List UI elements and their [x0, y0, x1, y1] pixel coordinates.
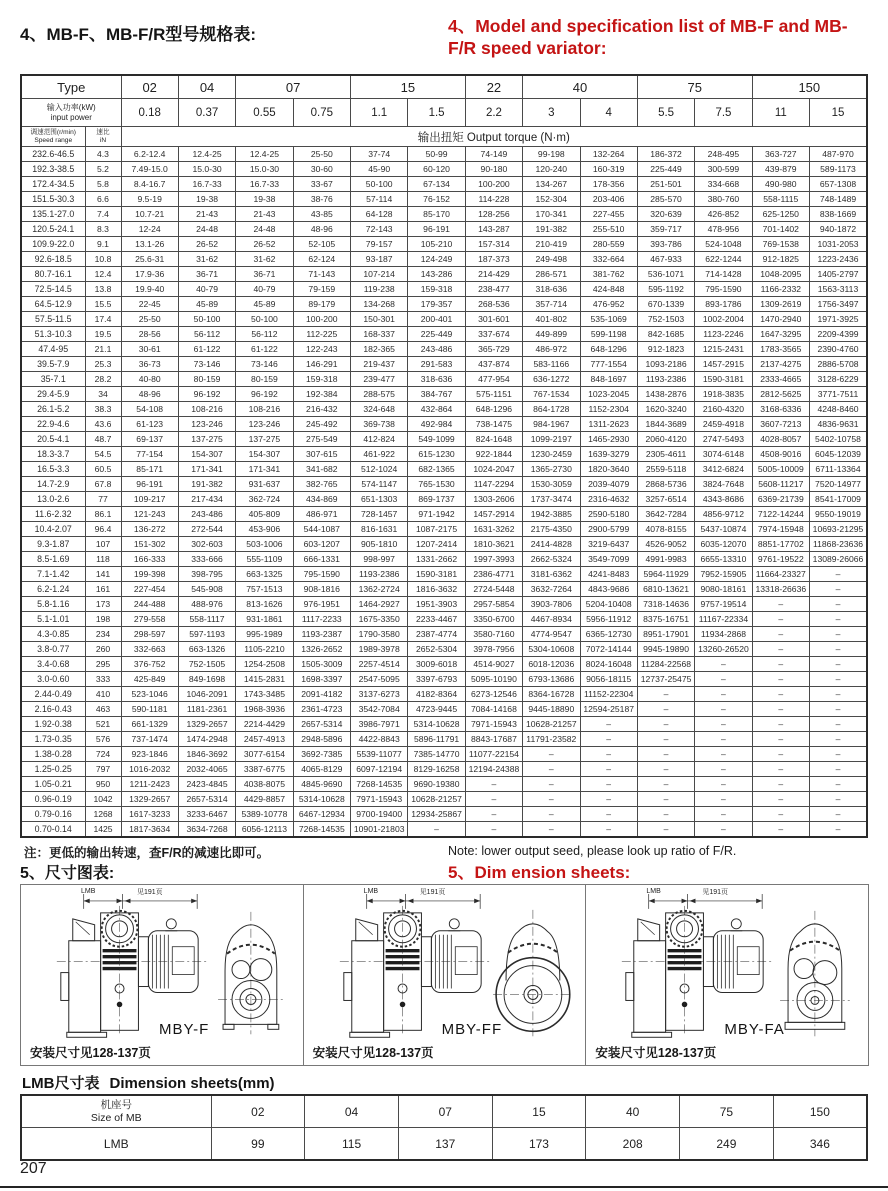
spec-row: 192.3-38.5 5.2 7.49-15.0 15.0-30 15.0-30 30-60 45-90 60-120 90-180 120-240 160-319 225-449 300-599 439-879 589-1173 [21, 162, 867, 177]
power-row: 输入功率(kW) input power 0.18 0.37 0.55 0.75 1.1 1.5 2.2 3 4 5.5 7.5 11 15 [21, 99, 867, 127]
spec-row: 13.0-2.6 77 109-217 217-434 362-724 434-869 651-1303 869-1737 1303-2606 1737-3474 2316-4632 3257-6514 4343-8686 6369-21739 8541-17009 [21, 492, 867, 507]
spec-row: 11.6-2.32 86.1 121-243 243-486 405-809 486-971 728-1457 971-1942 1457-2914 1942-3885 2590-5180 3642-7284 4856-9712 7122-14244 9550-19019 [21, 507, 867, 522]
spec-row: 14.7-2.9 67.8 96-191 191-382 931-637 382-765 574-1147 765-1530 1147-2294 1530-3059 2039-4079 2868-5736 3824-7648 5608-11217 7520-14977 [21, 477, 867, 492]
spec-row: 3.0-0.60 333 425-849 849-1698 1415-2831 1698-3397 2547-5095 3397-6793 5095-10190 6793-13686 9056-18115 12737-25475 – – – [21, 672, 867, 687]
spec-row: 5.1-1.01 198 279-558 558-1117 931-1861 1117-2233 1675-3350 2233-4467 3350-6700 4467-8934 5956-11912 8375-16751 11167-22334 – – [21, 612, 867, 627]
spec-row: 172.4-34.5 5.8 8.4-16.7 16.7-33 16.7-33 33-67 50-100 67-134 100-200 134-267 178-356 251-501 334-668 490-980 657-1308 [21, 177, 867, 192]
dimension-panel-mby-f [20, 884, 304, 1066]
spec-row: 232.6-46.5 4.3 6.2-12.4 12.4-25 12.4-25 25-50 37-74 50-99 74-149 99-198 132-264 186-372 248-495 363-727 487-970 [21, 147, 867, 162]
lmb-table-title [22, 1072, 275, 1093]
spec-table [20, 74, 868, 838]
spec-row: 51.3-10.3 19.5 28-56 56-112 56-112 112-225 168-337 225-449 337-674 449-899 599-1198 842-1685 1123-2246 1647-3295 2209-4399 [21, 327, 867, 342]
spec-row: 0.96-0.19 1042 1329-2657 2657-5314 4429-8857 5314-10628 7971-15943 10628-21257 – – – – – – – [21, 792, 867, 807]
spec-row: 47.4-95 21.1 30-61 61-122 61-122 122-243 182-365 243-486 365-729 486-972 648-1296 912-1823 1215-2431 1783-3565 2390-4760 [21, 342, 867, 357]
spec-row: 35-7.1 28.2 40-80 80-159 80-159 159-318 239-477 318-636 477-954 636-1272 848-1697 1193-2386 1590-3181 2333-4665 3128-6229 [21, 372, 867, 387]
table-note-en: Note: lower output seed, please look up ratio of F/R. [448, 844, 737, 858]
spec-row: 80.7-16.1 12.4 17.9-36 36-71 36-71 71-143 107-214 143-286 214-429 286-571 381-762 536-1071 714-1428 1048-2095 1405-2797 [21, 267, 867, 282]
spec-row: 120.5-24.1 8.3 12-24 24-48 24-48 48-96 72-143 96-191 143-287 191-382 255-510 359-717 478-956 701-1402 940-1872 [21, 222, 867, 237]
lmb-table [20, 1094, 868, 1161]
dimension-panels [20, 884, 868, 1066]
ref-page-label: 见191页 [419, 889, 446, 896]
dimension-section-title-cn: 5、尺寸图表: [20, 865, 115, 882]
model-label: MBY-FF [441, 1021, 503, 1038]
spec-row: 0.70-0.14 1425 1817-3634 3634-7268 6056-12113 7268-14535 10901-21803 – – – – – – – – [21, 822, 867, 838]
torque-label-row: 调速范围(r/min) Speed range 速比 iN 输出扭矩 Output torque (N·m) [21, 127, 867, 147]
lmb-title-cn: LMB尺寸表 [22, 1075, 100, 1092]
spec-row: 1.73-0.35 576 737-1474 1474-2948 2457-4913 2948-5896 4422-8843 5896-11791 8843-17687 11791-23582 – – – – – [21, 732, 867, 747]
spec-row: 1.92-0.38 521 661-1329 1329-2657 2214-4429 2657-5314 3986-7971 5314-10628 7971-15943 10628-21257 – – – – – [21, 717, 867, 732]
spec-row: 16.5-3.3 60.5 85-171 171-341 171-341 341-682 512-1024 682-1365 1024-2047 1365-2730 1820-3640 2559-5118 3412-6824 5005-10009 6711-13364 [21, 462, 867, 477]
install-note: 安装尺寸见128-137页 [312, 1046, 434, 1060]
spec-row: 57.5-11.5 17.4 25-50 50-100 50-100 100-200 150-301 200-401 301-601 401-802 535-1069 752-1503 1002-2004 1470-2940 1971-3925 [21, 312, 867, 327]
spec-row: 6.2-1.24 161 227-454 545-908 757-1513 908-1816 1362-2724 1816-3632 2724-5448 3632-7264 4843-9686 6810-13621 9080-18161 13318-26636 – [21, 582, 867, 597]
install-note: 安装尺寸见128-137页 [30, 1046, 151, 1060]
spec-row: 1.05-0.21 950 1211-2423 2423-4845 4038-8075 4845-9690 7268-14535 9690-19380 – – – – – – – [21, 777, 867, 792]
model-label: MBY-F [159, 1021, 210, 1038]
lmb-title-en: Dimension sheets(mm) [109, 1075, 275, 1092]
spec-row: 22.9-4.6 43.6 61-123 123-246 123-246 245-492 369-738 492-984 738-1475 984-1967 1311-2623 1844-3689 2459-4918 3607-7213 4836-9631 [21, 417, 867, 432]
spec-row: 109.9-22.0 9.1 13.1-26 26-52 26-52 52-105 79-157 105-210 157-314 210-419 280-559 393-786 524-1048 769-1538 1031-2053 [21, 237, 867, 252]
spec-row: 10.4-2.07 96.4 136-272 272-544 453-906 544-1087 816-1631 1087-2175 1631-3262 2175-4350 2900-5799 4078-8155 5437-10874 7974-15948 10693-21295 [21, 522, 867, 537]
table-note-cn: 注：更低的输出转速，查F/R的减速比即可。 [24, 846, 270, 860]
spec-row: 4.3-0.85 234 298-597 597-1193 995-1989 1193-2387 1790-3580 2387-4774 3580-7160 4774-9547 6365-12730 8951-17901 11934-2868 – – [21, 627, 867, 642]
spec-row: 3.8-0.77 260 332-663 663-1326 1105-2210 1326-2652 1989-3978 2652-5304 3978-7956 5304-10608 7072-14144 9945-19890 13260-26520 – – [21, 642, 867, 657]
spec-row: 7.1-1.42 141 199-398 398-795 663-1325 795-1590 1193-2386 1590-3181 2386-4771 3181-6362 4241-8483 5964-11929 7952-15905 11664-23327 – [21, 567, 867, 582]
dimension-panel-mby-ff [303, 884, 587, 1066]
page-number: 207 [20, 1160, 47, 1177]
spec-row: 92.6-18.5 10.8 25.6-31 31-62 31-62 62-124 93-187 124-249 187-373 249-498 332-664 467-933 622-1244 912-1825 1223-2436 [21, 252, 867, 267]
spec-table-head [21, 75, 867, 147]
lmb-dim-label: LMB [81, 888, 96, 895]
spec-row: 20.5-4.1 48.7 69-137 137-275 137-275 275-549 412-824 549-1099 824-1648 1099-2197 1465-2930 2060-4120 2747-5493 4028-8057 5402-10758 [21, 432, 867, 447]
page-bottom-rule [0, 1186, 888, 1188]
spec-row: 8.5-1.69 118 166-333 333-666 555-1109 666-1331 998-997 1331-2662 1997-3993 2662-5324 3549-7099 4991-9983 6655-13310 9761-19522 13089-26066 [21, 552, 867, 567]
lmb-value-row: LMB 99 115 137 173 208 249 346 [21, 1128, 867, 1161]
page-title-cn: 4、MB-F、MB-F/R型号规格表: [20, 25, 257, 44]
ref-page-label: 见191页 [702, 889, 729, 896]
spec-row: 64.5-12.9 15.5 22-45 45-89 45-89 89-179 134-268 179-357 268-536 357-714 476-952 670-1339 893-1786 1309-2619 1756-3497 [21, 297, 867, 312]
spec-row: 2.16-0.43 463 590-1181 1181-2361 1968-3936 2361-4723 3542-7084 4723-9445 7084-14168 9445-18890 12594-25187 – – – – [21, 702, 867, 717]
lmb-dim-label: LMB [646, 888, 661, 895]
model-label: MBY-FA [724, 1021, 785, 1038]
spec-row: 135.1-27.0 7.4 10.7-21 21-43 21-43 43-85 64-128 85-170 128-256 170-341 227-455 320-639 426-852 625-1250 838-1669 [21, 207, 867, 222]
lmb-dim-label: LMB [363, 888, 379, 895]
dimension-panel-mby-fa [585, 884, 869, 1066]
spec-row: 151.5-30.3 6.6 9.5-19 19-38 19-38 38-76 57-114 76-152 114-228 152-304 203-406 285-570 380-760 558-1115 748-1489 [21, 192, 867, 207]
spec-row: 3.4-0.68 295 376-752 752-1505 1254-2508 1505-3009 2257-4514 3009-6018 4514-9027 6018-12036 8024-16048 11284-22568 – – – [21, 657, 867, 672]
type-group-row: Type 02 04 07 15 22 40 75 150 [21, 75, 867, 99]
spec-row: 0.79-0.16 1268 1617-3233 3233-6467 5389-10778 6467-12934 9700-19400 12934-25867 – – – – – – – [21, 807, 867, 822]
dimension-section-title-en: 5、Dim ension sheets: [448, 863, 631, 882]
spec-row: 72.5-14.5 13.8 19.9-40 40-79 40-79 79-159 119-238 159-318 238-477 318-636 424-848 595-1192 795-1590 1166-2332 1563-3113 [21, 282, 867, 297]
ref-page-label: 见191页 [137, 889, 163, 896]
install-note: 安装尺寸见128-137页 [595, 1046, 717, 1060]
spec-row: 18.3-3.7 54.5 77-154 154-307 154-307 307-615 461-922 615-1230 922-1844 1230-2459 1639-3279 2305-4611 3074-6148 4508-9016 6045-12039 [21, 447, 867, 462]
spec-row: 39.5-7.9 25.3 36-73 73-146 73-146 146-291 219-437 291-583 437-874 583-1166 777-1554 1093-2186 1457-2915 2137-4275 2886-5708 [21, 357, 867, 372]
lmb-size-row: 机座号 Size of MB 02 04 07 15 40 75 150 [21, 1095, 867, 1128]
spec-row: 26.1-5.2 38.3 54-108 108-216 108-216 216-432 324-648 432-864 648-1296 864-1728 1152-2304 1620-3240 2160-4320 3168-6336 4248-8460 [21, 402, 867, 417]
spec-row: 9.3-1.87 107 151-302 302-603 503-1006 603-1207 905-1810 1207-2414 1810-3621 2414-4828 3219-6437 4526-9052 6035-12070 8851-17702 11868-23636 [21, 537, 867, 552]
spec-table-body [21, 147, 867, 838]
spec-row: 1.38-0.28 724 923-1846 1846-3692 3077-6154 3692-7385 5539-11077 7385-14770 11077-22154 – – – – – – [21, 747, 867, 762]
page-title-en: 4、Model and specification list of MB-F and MB-F/R speed variator: [448, 16, 848, 58]
spec-row: 2.44-0.49 410 523-1046 1046-2091 1743-3485 2091-4182 3137-6273 4182-8364 6273-12546 8364-16728 11152-22304 – – – – [21, 687, 867, 702]
spec-row: 29.4-5.9 34 48-96 96-192 96-192 192-384 288-575 384-767 575-1151 767-1534 1023-2045 1438-2876 1918-3835 2812-5625 3771-7511 [21, 387, 867, 402]
spec-row: 5.8-1.16 173 244-488 488-976 813-1626 976-1951 1464-2927 1951-3903 2957-5854 3903-7806 5204-10408 7318-14636 9757-19514 – – [21, 597, 867, 612]
spec-row: 1.25-0.25 797 1016-2032 2032-4065 3387-6775 4065-8129 6097-12194 8129-16258 12194-24388 – – – – – – [21, 762, 867, 777]
